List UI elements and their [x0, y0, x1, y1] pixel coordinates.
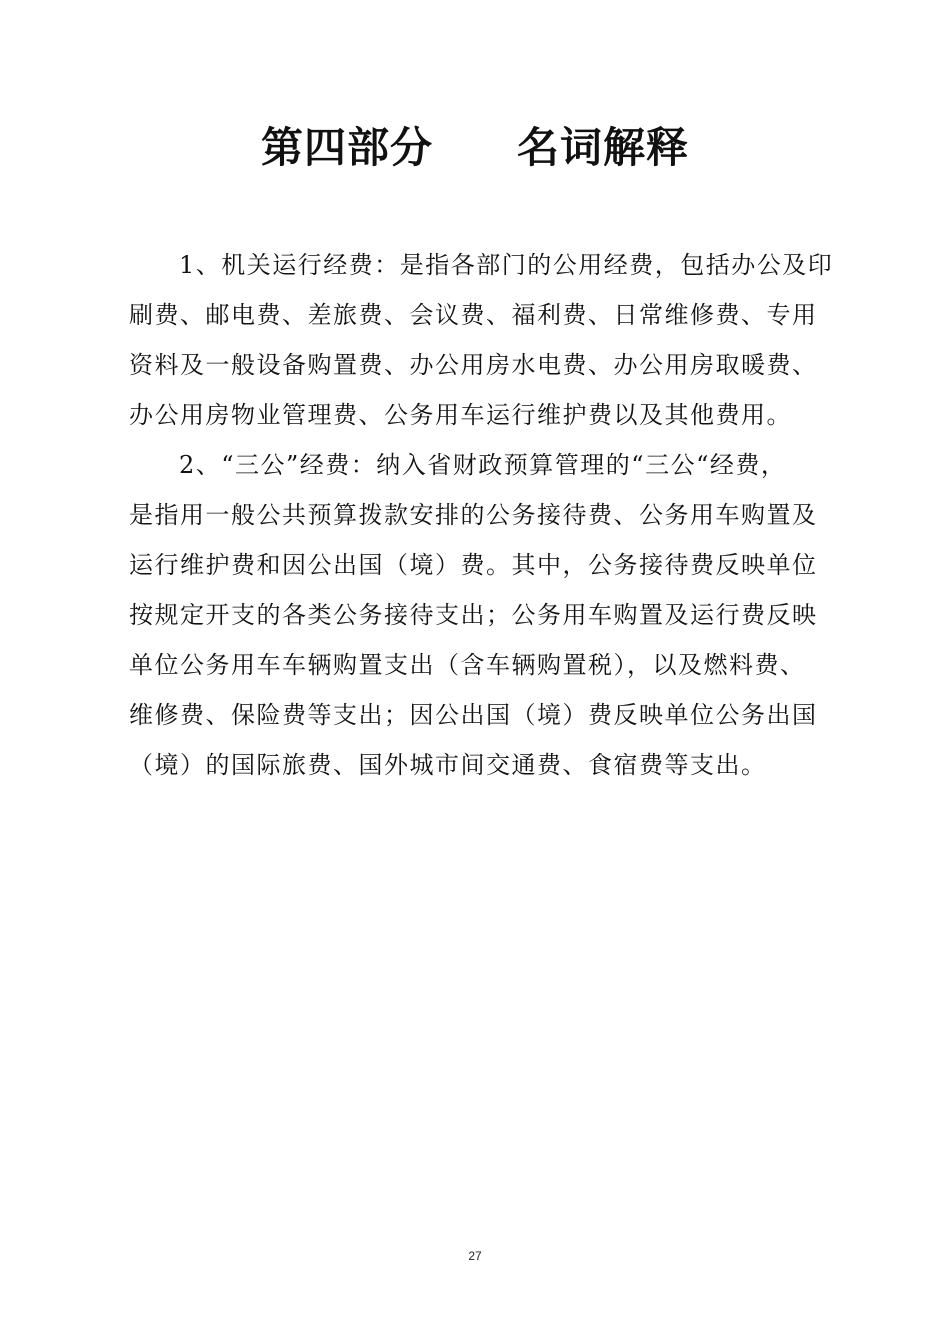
paragraph-2-line-7: （境）的国际旅费、国外城市间交通费、食宿费等支出。: [129, 751, 767, 779]
title-section-name: 名词解释: [517, 123, 690, 172]
paragraph-2-line-1: 2、“三公”经费：纳入省财政预算管理的“三公“经费，: [179, 451, 787, 479]
paragraph-2-line-6: 维修费、保险费等支出；因公出国（境）费反映单位公务出国: [129, 701, 818, 729]
paragraph-1-line-2: 刷费、邮电费、差旅费、会议费、福利费、日常维修费、专用: [129, 301, 818, 329]
page-title: [0, 118, 950, 178]
paragraph-1-line-3: 资料及一般设备购置费、办公用房水电费、办公用房取暖费、: [129, 351, 818, 379]
paragraph-2-line-5: 单位公务用车车辆购置支出（含车辆购置税），以及燃料费、: [129, 651, 806, 679]
title-part-label: 第四部分: [260, 123, 433, 172]
paragraph-1-line-4: 办公用房物业管理费、公务用车运行维护费以及其他费用。: [129, 401, 792, 429]
paragraph-1-line-1: 1、机关运行经费：是指各部门的公用经费，包括办公及印: [179, 251, 834, 279]
page-number: 27: [468, 1249, 482, 1263]
paragraph-2-line-3: 运行维护费和因公出国（境）费。其中，公务接待费反映单位: [129, 551, 818, 579]
paragraph-2-line-2: 是指用一般公共预算拨款安排的公务接待费、公务用车购置及: [129, 501, 818, 529]
paragraph-2-line-4: 按规定开支的各类公务接待支出；公务用车购置及运行费反映: [129, 601, 818, 629]
body-text: [129, 240, 834, 790]
